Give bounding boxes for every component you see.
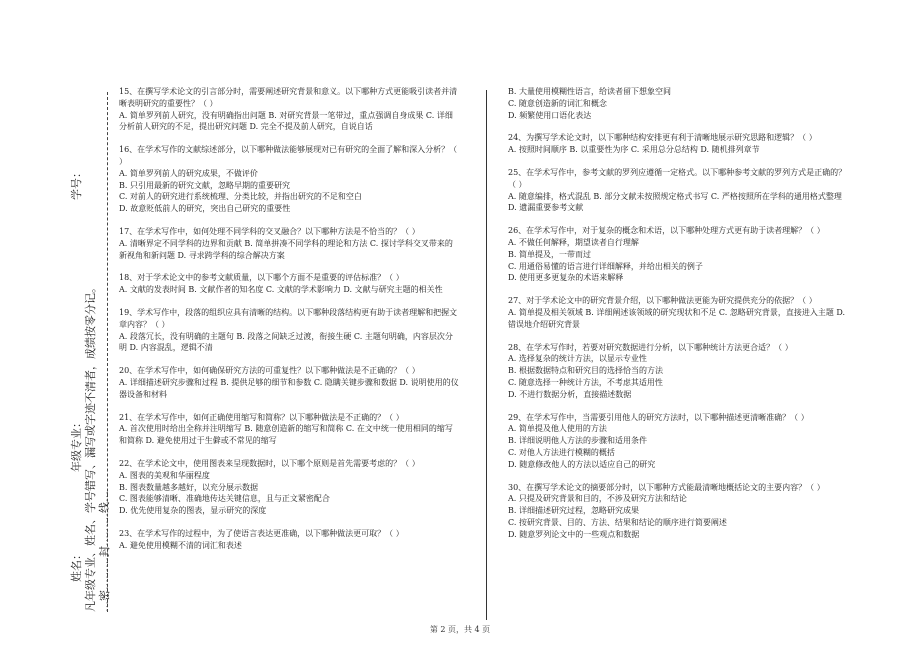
name-label: 姓名： (70, 549, 83, 582)
answer-option: A. 详细描述研究步骤和过程 B. 提供足够的细节和参数 C. 隐瞒关键步骤和数据 D. 说明使用的仪器设备和材料 (119, 377, 459, 399)
question-block (119, 272, 459, 296)
binding-warning: 凡年级专业、姓名、学号错写、漏写或字迹不清者，成绩按零分记。 (84, 282, 97, 612)
question-block (508, 342, 848, 401)
question-stem: 23、在学术写作的过程中，为了使语言表达更准确，以下哪种做法更可取？（ ） (119, 528, 404, 538)
question-block (508, 225, 848, 284)
question-stem: 19、学术写作中，段落的组织应具有清晰的结构。以下哪种段落结构更有助于读者理解和把握文章内容？（ ） (119, 307, 458, 329)
answer-option: A. 简单提及相关领域 B. 详细阐述该领域的研究现状和不足 C. 忽略研究背景，直接进入主题 D. 错误地介绍研究背景 (508, 307, 846, 329)
answer-option: B. 图表数量越多越好，以充分展示数据 (119, 482, 258, 492)
answer-option: A. 随意编排，格式混乱 B. 部分文献未按照规定格式书写 C. 严格按照所在学科的通用格式整理 D. 遗漏重要参考文献 (508, 191, 842, 213)
page-footer: 第 2 页，共 4 页 (429, 625, 491, 634)
answer-option: A. 不做任何解释，期望读者自行理解 (508, 237, 639, 247)
answer-option: A. 选择复杂的统计方法，以显示专业性 (508, 354, 647, 364)
answer-option: A. 按照时间顺序 B. 以重要性为序 C. 采用总分总结构 D. 随机排列章节 (508, 145, 760, 155)
question-stem: 30、在撰写学术论文的摘要部分时，以下哪种方式能最清晰地概括论文的主要内容？（ ） (508, 482, 825, 492)
question-stem: 25、在学术写作中，参考文献的罗列应遵循一定格式。以下哪种参考文献的罗列方式是正确的？（ ） (508, 167, 847, 189)
question-stem: 26、在学术写作中，对于复杂的概念和术语，以下哪种处理方式更有助于读者理解？（ ） (508, 226, 825, 236)
answer-option: B. 大量使用模糊性语言，给读者留下想象空间 (508, 87, 671, 96)
answer-option: C. 图表能够清晰、准确地传达关键信息，且与正文紧密配合 (119, 494, 330, 504)
answer-option: C. 用通俗易懂的语言进行详细解释，并给出相关的例子 (508, 261, 703, 271)
answer-option: A. 简单提及他人使用的方法 (508, 424, 607, 434)
answer-option: D. 频繁使用口语化表达 (508, 110, 592, 120)
question-block (508, 295, 848, 330)
answer-option: C. 随意选择一种统计方法，不考虑其适用性 (508, 377, 663, 387)
answer-option: A. 简单罗列前人的研究成果，不做评价 (119, 168, 258, 178)
answer-option: B. 根据数据特点和研究目的选择恰当的方法 (508, 366, 663, 376)
question-stem: 22、在学术论文中，使用图表来呈现数据时，以下哪个原则是首先需要考虑的？（ ） (119, 458, 420, 468)
answer-option: B. 简单提及，一带而过 (508, 249, 591, 259)
question-stem: 21、在学术写作中，如何正确使用缩写和简称？以下哪种做法是不正确的？（ ） (119, 412, 404, 422)
answer-option: D. 不进行数据分析，直接描述数据 (508, 389, 632, 399)
answer-option: A. 段落冗长，没有明确的主题句 B. 段落之间缺乏过渡，衔接生硬 C. 主题句明确，内容层次分明 D. 内容混乱，逻辑不清 (119, 331, 453, 353)
question-block (508, 412, 848, 471)
question-block (508, 482, 848, 541)
answer-option: A. 只提及研究背景和目的，不涉及研究方法和结论 (508, 494, 687, 504)
answer-option: B. 只引用最新的研究文献，忽略早期的重要研究 (119, 180, 290, 190)
question-block (119, 307, 459, 354)
answer-option: D. 随意修改他人的方法以适应自己的研究 (508, 459, 656, 469)
answer-option: A. 简单罗列前人研究，没有明确指出问题 B. 对研究背景一笔带过，重点强调自身成果 C. 详细分析前人研究的不足，提出研究问题 D. 完全不提及前人研究，自说自话 (119, 110, 453, 132)
question-block (119, 365, 459, 400)
answer-option: B. 详细说明他人方法的步骤和适用条件 (508, 436, 647, 446)
question-block (119, 528, 459, 552)
question-stem: 15、在撰写学术论文的引言部分时，需要阐述研究背景和意义。以下哪种方式更能吸引读者并清晰表明研究的重要性？（ ） (119, 87, 458, 108)
id-label: 学号： (70, 167, 83, 200)
question-stem: 18、对于学术论文中的参考文献质量，以下哪个方面不是重要的评估标准？（ ） (119, 273, 404, 283)
question-block (119, 226, 459, 261)
question-block (508, 132, 848, 156)
left-column (119, 86, 459, 563)
question-block (119, 412, 459, 447)
answer-option: C. 对前人的研究进行系统梳理、分类比较，并指出研究的不足和空白 (119, 192, 362, 202)
answer-option: C. 按研究背景、目的、方法、结果和结论的顺序进行简要阐述 (508, 517, 727, 527)
binding-margin (0, 0, 112, 651)
answer-option: D. 随意罗列论文中的一些观点和数据 (508, 529, 640, 539)
question-stem: 24、为撰写学术论文时，以下哪种结构安排更有利于清晰地展示研究思路和逻辑？（ ） (508, 133, 817, 143)
answer-option: D. 优先使用复杂的图表，显示研究的深度 (119, 506, 267, 516)
seal-dashed-line (107, 92, 108, 612)
question-stem: 16、在学术写作的文献综述部分，以下哪种做法能够展现对已有研究的全面了解和深入分析？（ ） (119, 145, 458, 166)
question-block (508, 167, 848, 214)
column-divider (486, 90, 487, 620)
question-block (119, 144, 459, 215)
question-stem: 27、对于学术论文中的研究背景介绍，以下哪种做法更能为研究提供充分的依据？（ ） (508, 296, 817, 306)
question-block (119, 86, 459, 133)
answer-option: A. 首次使用时给出全称并注明缩写 B. 随意创造新的缩写和简称 C. 在文中统一使用相同的缩写和简称 D. 避免使用过于生僻或不常见的缩写 (119, 424, 453, 446)
answer-option: D. 使用更多更复杂的术语来解释 (508, 273, 624, 283)
answer-option: A. 图表的美观和华丽程度 (119, 470, 210, 480)
answer-option: C. 对他人方法进行模糊的概括 (508, 447, 615, 457)
major-label: 年级专业： (70, 417, 83, 472)
question-stem: 20、在学术写作中，如何确保研究方法的可重复性？以下哪种做法是不正确的？（ ） (119, 366, 420, 376)
question-block (508, 86, 848, 121)
seal-line-label: …密………封………线… (98, 491, 111, 612)
right-column (508, 86, 848, 552)
answer-option: B. 详细描述研究过程，忽略研究成果 (508, 506, 639, 516)
answer-option: D. 故意贬低前人的研究，突出自己研究的重要性 (119, 204, 291, 214)
question-block (119, 458, 459, 517)
answer-option: C. 随意创造新的词汇和概念 (508, 98, 607, 108)
question-stem: 17、在学术写作中，如何处理不同学科的交叉融合？以下哪种方法是不恰当的？（ ） (119, 226, 420, 236)
answer-option: A. 清晰界定不同学科的边界和贡献 B. 简单拼凑不同学科的理论和方法 C. 探讨学科交叉带来的新视角和新问题 D. 寻求跨学科的综合解决方案 (119, 238, 453, 260)
question-stem: 29、在学术写作中，当需要引用他人的研究方法时，以下哪种描述更清晰准确？（ ） (508, 412, 809, 422)
answer-option: A. 避免使用模糊不清的词汇和表述 (119, 540, 242, 550)
question-stem: 28、在学术写作时，若要对研究数据进行分析，以下哪种统计方法更合适？（ ） (508, 342, 793, 352)
answer-option: A. 文献的发表时间 B. 文献作者的知名度 C. 文献的学术影响力 D. 文献与研究主题的相关性 (119, 285, 443, 295)
